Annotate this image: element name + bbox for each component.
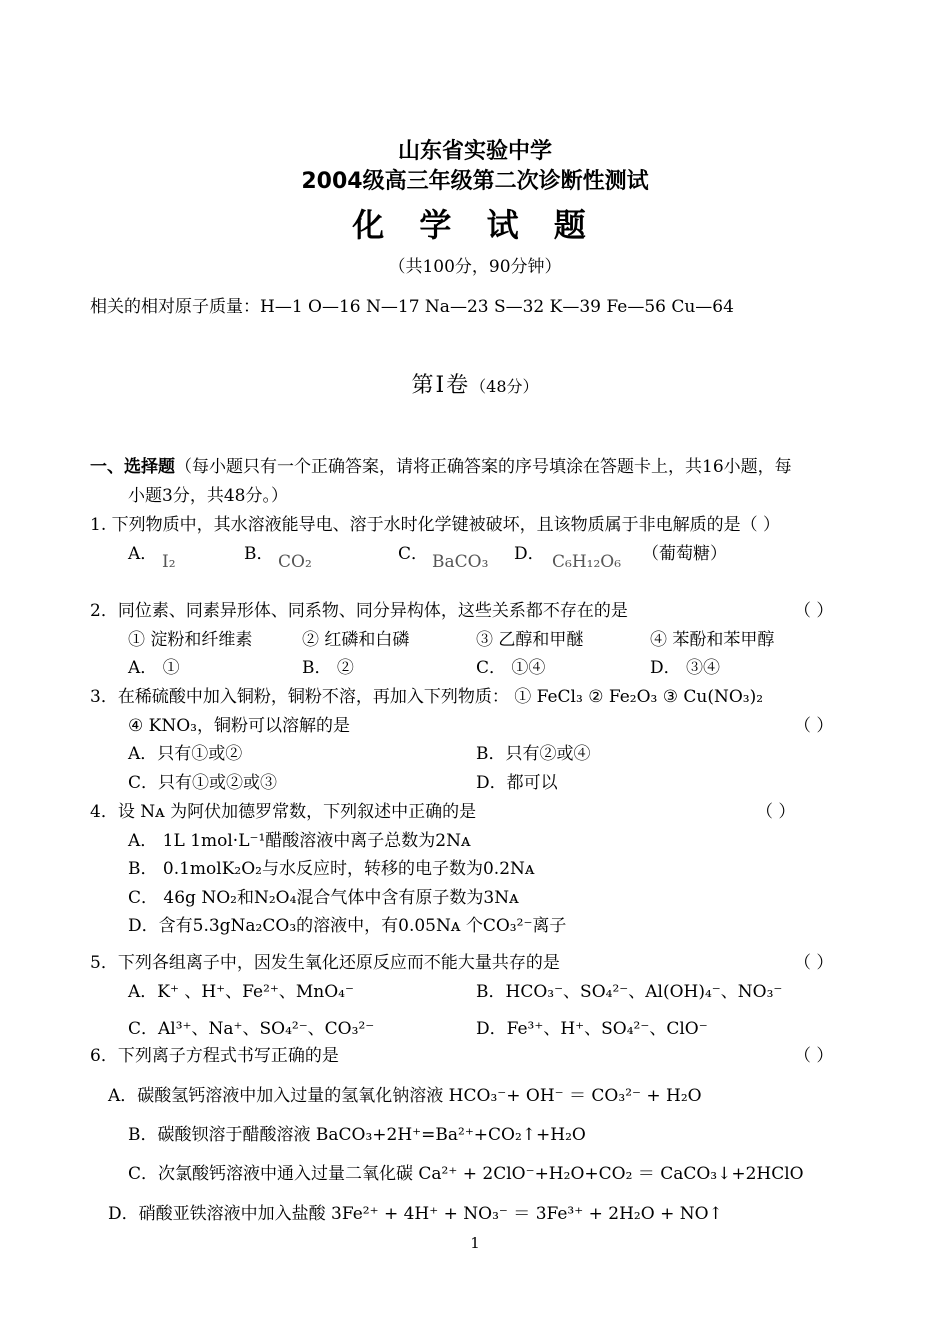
q3-option-c: C．只有①或②或③ (128, 773, 278, 793)
exam-title: 2004级高三年级第二次诊断性测试 (301, 169, 649, 194)
q3-option-d: D．都可以 (476, 773, 558, 793)
q4-option-c: C． 46g NO₂和N₂O₄混合气体中含有原子数为3Nᴀ (128, 888, 519, 908)
q4-answer-blank: （ ） (756, 802, 796, 822)
q2-stem: 2．同位素、同素异形体、同系物、同分异构体，这些关系都不存在的是 (90, 601, 628, 621)
q1-option-d-note: （葡萄糖） (642, 544, 727, 564)
q2-answer-blank: （ ） (794, 601, 834, 621)
section-label: 一、选择题 (90, 457, 175, 477)
q2-item-2: ② 红磷和白磷 (302, 630, 410, 650)
school-name: 山东省实验中学 (397, 139, 552, 164)
q5-option-b: B．HCO₃⁻、SO₄²⁻、Al(OH)₄⁻、NO₃⁻ (476, 982, 783, 1002)
q2-item-1: ① 淀粉和纤维素 (128, 630, 253, 650)
q1-stem: 1. 下列物质中，其水溶液能导电、溶于水时化学键被破坏，且该物质属于非电解质的是（ ） (90, 515, 781, 535)
subject-title: 化 学 试 题 (352, 206, 598, 244)
q1-option-a: A． (128, 544, 158, 564)
atomic-masses: 相关的相对原子质量：H—1 O—16 N—17 Na—23 S—32 K—39 Fe—56 Cu—64 (90, 297, 734, 317)
q3-stem-line2: ④ KNO₃，铜粉可以溶解的是 (128, 716, 350, 736)
q1-option-d-formula: C₆H₁₂O₆ (552, 552, 622, 572)
q2-option-d: D． ③④ (650, 658, 721, 678)
q2-option-a: A． ① (128, 658, 180, 678)
q5-stem: 5．下列各组离子中，因发生氧化还原反应而不能大量共存的是 (90, 953, 560, 973)
q6-option-c: C．次氯酸钙溶液中通入过量二氧化碳 Ca²⁺ + 2ClO⁻+H₂O+CO₂ ＝ CaCO₃↓+2HClO (128, 1164, 804, 1184)
q4-option-a: A． 1L 1mol·L⁻¹醋酸溶液中离子总数为2Nᴀ (128, 831, 471, 851)
q1-option-c-formula: BaCO₃ (432, 552, 489, 572)
exam-duration: （共100分，90分钟） (388, 257, 562, 277)
q4-option-b: B． 0.1molK₂O₂与水反应时，转移的电子数为0.2Nᴀ (128, 859, 535, 879)
q1-option-c: C． (398, 544, 429, 564)
q3-option-a: A．只有①或② (128, 744, 243, 764)
q1-option-b: B． (244, 544, 274, 564)
page-number: 1 (470, 1234, 480, 1252)
q5-option-d: D．Fe³⁺、H⁺、SO₄²⁻、ClO⁻ (476, 1019, 708, 1039)
q3-answer-blank: （ ） (794, 716, 834, 736)
q5-option-a: A．K⁺ 、H⁺、Fe²⁺、MnO₄⁻ (128, 982, 354, 1002)
q2-item-3: ③ 乙醇和甲醚 (476, 630, 584, 650)
q4-stem: 4．设 Nᴀ 为阿伏加德罗常数，下列叙述中正确的是 (90, 802, 477, 822)
q3-stem: 3．在稀硫酸中加入铜粉，铜粉不溶，再加入下列物质： ① FeCl₃ ② Fe₂O₃ ③ Cu(NO₃)₂ (90, 687, 764, 707)
q5-option-c: C．Al³⁺、Na⁺、SO₄²⁻、CO₃²⁻ (128, 1019, 375, 1039)
q2-option-b: B． ② (302, 658, 354, 678)
q1-option-d: D． (514, 544, 545, 564)
section-instr-line1: （每小题只有一个正确答案，请将正确答案的序号填涂在答题卡上，共16小题，每 (175, 457, 792, 477)
q6-stem: 6．下列离子方程式书写正确的是 (90, 1046, 339, 1066)
q6-option-d: D．硝酸亚铁溶液中加入盐酸 3Fe²⁺ + 4H⁺ + NO₃⁻ ＝ 3Fe³⁺ + 2H₂O + NO↑ (108, 1204, 723, 1224)
section-instr-line2: 小题3分，共48分。） (128, 486, 288, 506)
q2-item-4: ④ 苯酚和苯甲醇 (650, 630, 775, 650)
volume-score: （48分） (470, 377, 539, 396)
q2-option-c: C． ①④ (476, 658, 546, 678)
q5-answer-blank: （ ） (794, 953, 834, 973)
q1-option-b-formula: CO₂ (278, 552, 312, 572)
section-instructions (90, 452, 792, 477)
volume-heading (0, 368, 950, 399)
q6-option-b: B．碳酸钡溶于醋酸溶液 BaCO₃+2H⁺=Ba²⁺+CO₂↑+H₂O (128, 1125, 586, 1145)
q6-answer-blank: （ ） (794, 1046, 834, 1066)
volume-title: 第Ⅰ卷 (411, 373, 471, 398)
q1-option-a-formula: I₂ (162, 552, 176, 572)
q3-option-b: B．只有②或④ (476, 744, 591, 764)
q6-option-a: A．碳酸氢钙溶液中加入过量的氢氧化钠溶液 HCO₃⁻+ OH⁻ ＝ CO₃²⁻ + H₂O (108, 1086, 702, 1106)
q4-option-d: D．含有5.3gNa₂CO₃的溶液中，有0.05Nᴀ 个CO₃²⁻离子 (128, 916, 567, 936)
